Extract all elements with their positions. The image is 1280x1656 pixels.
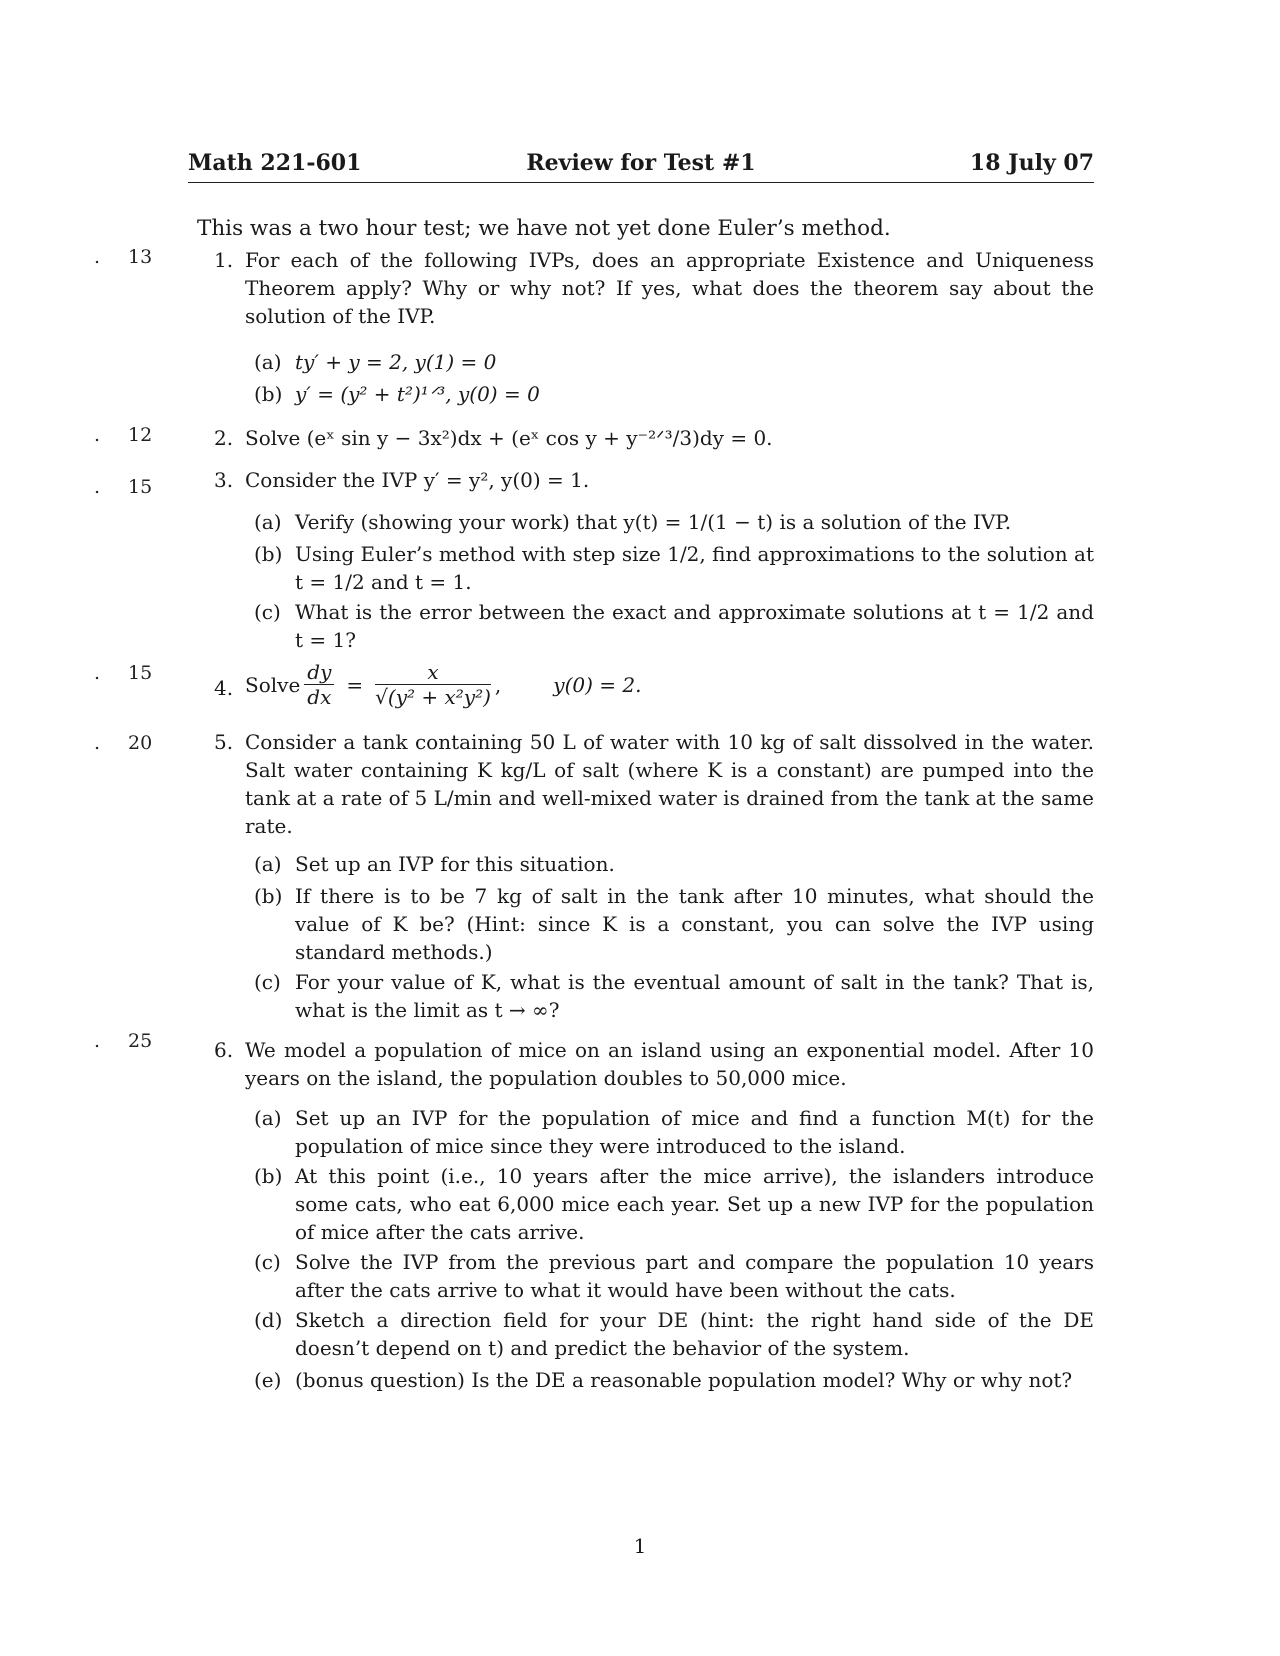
question-text: Solve (eˣ sin y − 3x²)dx + (eˣ cos y + y⁻²ᐟ³/3)dy = 0. [245,426,773,450]
part-label: (a) [254,510,282,534]
part-label: (b) [254,1164,283,1188]
question-text: Consider the IVP y′ = y², y(0) = 1. [245,468,590,492]
fraction-denominator: √(y² + x²y²) [375,685,491,709]
question-3 [214,466,1094,494]
points-q1: . 13 [94,246,153,268]
part-text: For your value of K, what is the eventual amount of salt in the tank? That is, what is the limit as t → ∞? [295,970,1094,1022]
question-6d [254,1306,1094,1362]
points-value: 25 [128,1030,153,1052]
points-q2: . 12 [94,424,153,446]
question-5a [254,850,1094,878]
part-text: y′ = (y² + t²)¹ᐟ³, y(0) = 0 [295,382,540,406]
part-label: (d) [254,1308,283,1332]
part-text: Set up an IVP for the population of mice and find a function M(t) for the population of mice since they were introduced to the island. [295,1106,1094,1158]
question-number: 6. [214,1038,234,1062]
initial-condition: y(0) = 2. [553,672,642,697]
question-number: 2. [214,426,234,450]
points-q3: . 15 [94,476,153,498]
question-2 [214,424,1094,452]
rhs-fraction [375,660,491,709]
part-text: ty′ + y = 2, y(1) = 0 [295,350,497,374]
header-date: 18 July 07 [969,150,1094,176]
part-label: (a) [254,350,282,374]
part-text: Verify (showing your work) that y(t) = 1/(1 − t) is a solution of the IVP. [295,510,1012,534]
part-text: What is the error between the exact and approximate solutions at t = 1/2 and t = 1? [295,600,1094,652]
question-text: Consider a tank containing 50 L of water with 10 kg of salt dissolved in the water. Salt water containing K kg/L of salt (where K is a constant) are pumped into the tank at a rate of 5 L/min and well-mixed water is drained from the tank at the same rate. [245,730,1094,838]
question-text: For each of the following IVPs, does an appropriate Existence and Uniqueness Theorem apply? Why or why not? If yes, what does the theorem say about the solution of the IVP. [245,248,1094,328]
question-number: 5. [214,730,234,754]
document-title: Review for Test #1 [526,150,756,176]
part-text: Using Euler’s method with step size 1/2, find approximations to the solution at t = 1/2 and t = 1. [295,542,1094,594]
points-value: 13 [128,246,153,268]
question-3b [254,540,1094,596]
part-text: (bonus question) Is the DE a reasonable population model? Why or why not? [295,1368,1073,1392]
question-number: 4. [214,676,234,700]
points-value: 20 [128,732,153,754]
question-5 [214,728,1094,840]
derivative-fraction [304,660,334,709]
course-name: Math 221-601 [188,150,362,176]
points-q4: . 15 [94,662,153,684]
question-3a [254,508,1094,536]
points-value: 12 [128,424,153,446]
part-label: (a) [254,1106,282,1130]
question-1a [254,348,1094,376]
solve-word: Solve [245,672,301,697]
part-label: (a) [254,852,282,876]
part-text: Set up an IVP for this situation. [295,852,615,876]
points-q6: . 25 [94,1030,153,1052]
question-number: 3. [214,468,234,492]
question-1 [214,246,1094,330]
part-label: (c) [254,600,281,624]
points-value: 15 [128,476,153,498]
part-label: (c) [254,1250,281,1274]
part-text: If there is to be 7 kg of salt in the tank after 10 minutes, what should the value of K be? (Hint: since K is a constant, you can solve the IVP using standard methods.) [295,884,1094,964]
question-5b [254,882,1094,966]
points-value: 15 [128,662,153,684]
intro-text: This was a two hour test; we have not yet done Euler’s method. [197,216,891,241]
question-6c [254,1248,1094,1304]
part-label: (b) [254,542,283,566]
fraction-numerator: x [375,660,491,685]
part-text: At this point (i.e., 10 years after the mice arrive), the islanders introduce some cats, who eat 6,000 mice each year. Set up a new IVP for the population of mice after the cats arrive. [295,1164,1094,1244]
fraction-numerator: dy [304,660,334,685]
page-number: 1 [633,1534,647,1558]
question-6 [214,1036,1094,1092]
question-5c [254,968,1094,1024]
question-text: We model a population of mice on an island using an exponential model. After 10 years on the island, the population doubles to 50,000 mice. [245,1038,1094,1090]
part-label: (e) [254,1368,282,1392]
part-text: Solve the IVP from the previous part and compare the population 10 years after the cats arrive to what it would have been without the cats. [295,1250,1094,1302]
question-number: 1. [214,248,234,272]
comma: , [494,672,502,697]
question-6e [254,1366,1094,1394]
question-6b [254,1162,1094,1246]
page-header [188,148,1094,183]
question-4 [214,660,1094,709]
part-label: (b) [254,884,283,908]
points-q5: . 20 [94,732,153,754]
equals-sign: = [346,672,364,697]
part-text: Sketch a direction field for your DE (hint: the right hand side of the DE doesn’t depend on t) and predict the behavior of the system. [295,1308,1094,1360]
part-label: (b) [254,382,283,406]
question-1b [254,380,1094,408]
question-6a [254,1104,1094,1160]
question-3c [254,598,1094,654]
fraction-denominator: dx [307,685,332,709]
part-label: (c) [254,970,281,994]
